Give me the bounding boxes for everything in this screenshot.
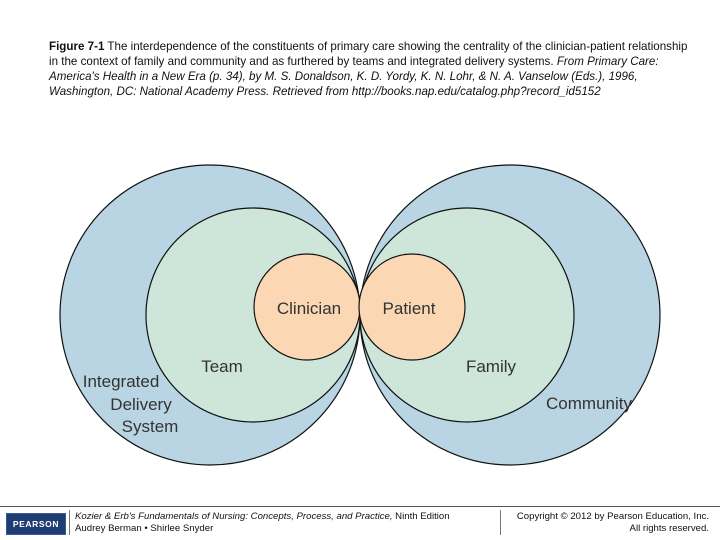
- rights-text: All rights reserved.: [629, 523, 709, 534]
- book-citation: [75, 511, 495, 535]
- integrated-delivery-system-label-line3: System: [121, 417, 179, 436]
- book-edition: Ninth Edition: [392, 511, 450, 522]
- clinician-label: Clinician: [276, 299, 342, 318]
- figure-label: Figure 7-1: [49, 40, 105, 53]
- caption-source: From Primary Care: America's Health in a New Era (p. 34), by M. S. Donaldson, K. D. Yordy, K. N. Lohr, & N. A. Vanselow (Eds.), 1996, Washington, DC: National Academy Press. Retrieved from http://books.nap.edu/catalog.php?record_id5152: [49, 55, 659, 98]
- integrated-delivery-system-label-line1: Integrated: [82, 372, 160, 391]
- book-title: Kozier & Erb's Fundamentals of Nursing: Concepts, Process, and Practice,: [75, 511, 393, 522]
- patient-label: Patient: [382, 299, 436, 318]
- team-label: Team: [201, 357, 243, 376]
- family-label: Family: [465, 357, 517, 376]
- footer-divider-left: [69, 510, 70, 535]
- copyright-text: Copyright © 2012 by Pearson Education, Inc.: [516, 511, 709, 522]
- book-authors: Audrey Berman • Shirlee Snyder: [75, 523, 214, 534]
- caption-text: The interdependence of the constituents of primary care showing the centrality of the clinician-patient relationship in the context of family and community and as furthered by teams and integrated delivery systems.: [49, 40, 688, 68]
- pearson-logo: PEARSON: [6, 513, 66, 535]
- footer-rule: [0, 506, 720, 507]
- integrated-delivery-system-label-line2: Delivery: [110, 395, 172, 414]
- book-title-line: [75, 511, 495, 523]
- community-label: Community: [546, 394, 632, 413]
- copyright-notice: [469, 511, 709, 535]
